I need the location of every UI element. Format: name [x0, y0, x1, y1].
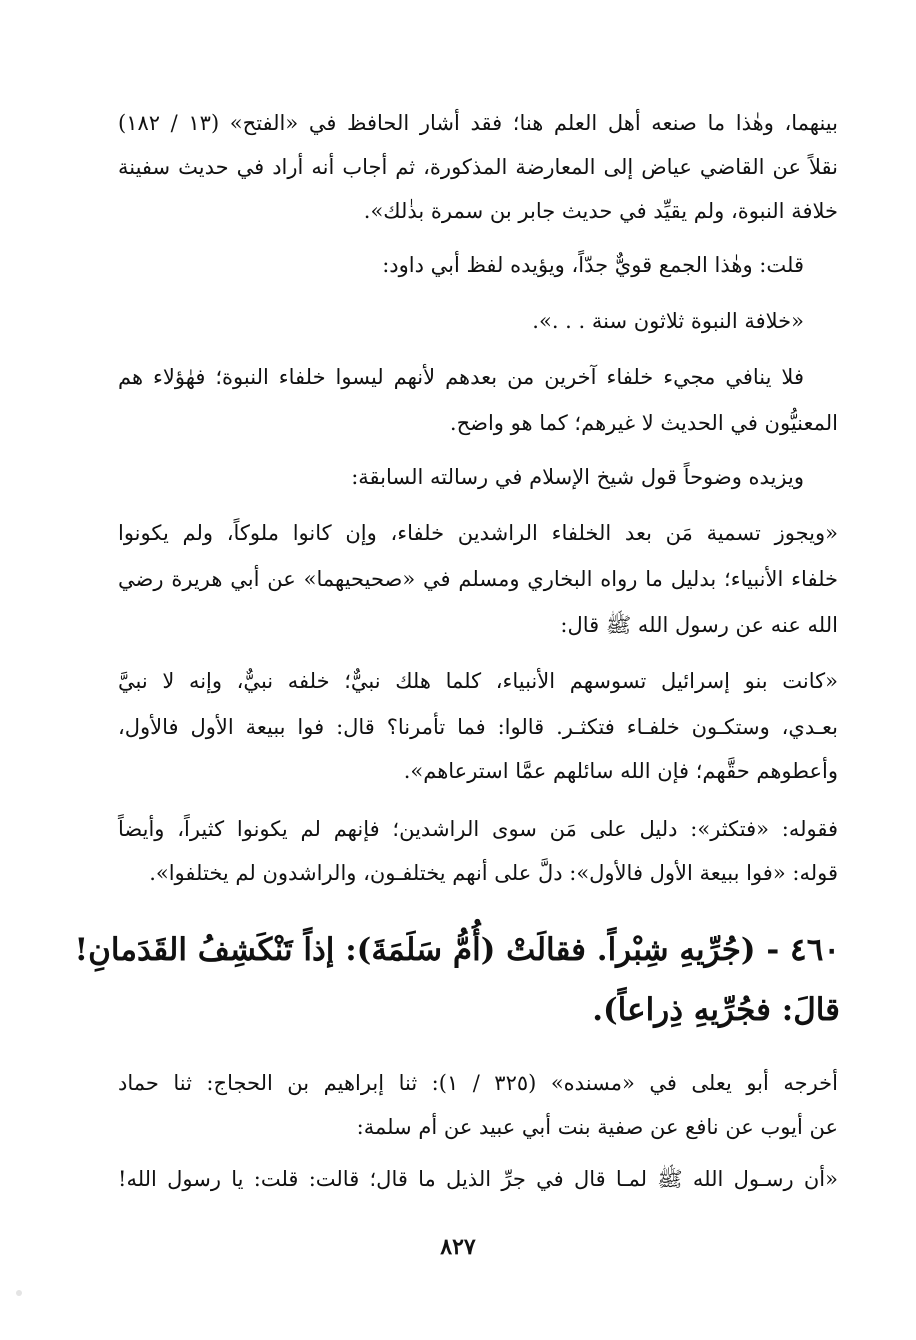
quoted-text-line: «خلافة النبوة ثلاثون سنة . . .».: [532, 309, 804, 333]
body-text-line: خلافة النبوة، ولم يقيِّد في حديث جابر بن سمرة بذٰلك».: [363, 199, 838, 223]
body-text-line: فلا ينافي مجيء خلفاء آخرين من بعدهم لأنهم ليسوا خلفاء النبوة؛ فهٰؤلاء هم: [118, 365, 804, 389]
takhrij-text-line: عن أيوب عن نافع عن صفية بنت أبي عبيد عن أم سلمة:: [356, 1115, 838, 1139]
hadith-text-line: بعـدي، وستكـون خلفـاء فتكثـر. قالوا: فما تأمرنا؟ قال: فوا ببيعة الأول فالأول،: [118, 715, 838, 739]
body-text-line: قلت: وهٰذا الجمع قويٌّ جدّاً، ويؤيده لفظ أبي داود:: [382, 253, 804, 277]
hadith-text-line: وأعطوهم حقَّهم؛ فإن الله سائلهم عمَّا استرعاهم».: [403, 759, 838, 783]
quoted-text-line: خلفاء الأنبياء؛ بدليل ما رواه البخاري ومسلم في «صحيحيهما» عن أبي هريرة رضي: [118, 567, 838, 591]
takhrij-text-line: أخرجه أبو يعلى في «مسنده» (٣٢٥ / ١): ثنا إبراهيم بن الحجاج: ثنا حماد: [118, 1071, 838, 1095]
hadith-text-line: «كانت بنو إسرائيل تسوسهم الأنبياء، كلما هلك نبيٌّ؛ خلفه نبيٌّ، وإنه لا نبيَّ: [118, 669, 838, 693]
hadith-heading-line-2: قالَ: فجُرِّيهِ ذِراعاً).: [592, 992, 840, 1028]
body-text-line: نقلاً عن القاضي عياض إلى المعارضة المذكورة، ثم أجاب أنه أراد في حديث سفينة: [118, 155, 838, 179]
quoted-text-line: الله عنه عن رسول الله ﷺ قال:: [560, 613, 838, 637]
hadith-heading-line-1: ٤٦٠ - (جُرِّيهِ شِبْراً. فقالَتْ (أُمُّ سَلَمَةَ): إذاً تَنْكَشِفُ القَدَمانِ!: [74, 932, 840, 968]
body-text-line: ويزيده وضوحاً قول شيخ الإسلام في رسالته السابقة:: [351, 465, 804, 489]
quoted-text-line: «ويجوز تسمية مَن بعد الخلفاء الراشدين خلفاء، وإن كانوا ملوكاً، ولم يكونوا: [118, 521, 838, 545]
page-number: ٨٢٧: [440, 1234, 476, 1260]
body-text-line: فقوله: «فتكثر»: دليل على مَن سوى الراشدين؛ فإنهم لم يكونوا كثيراً، وأيضاً: [118, 817, 838, 841]
quoted-text-line: «أن رسـول الله ﷺ لمـا قال في جرِّ الذيل ما قال؛ قالت: قلت: يا رسول الله!: [118, 1167, 838, 1191]
scan-speck: [16, 1290, 22, 1296]
body-text-line: بينهما، وهٰذا ما صنعه أهل العلم هنا؛ فقد أشار الحافظ في «الفتح» (١٣ / ١٨٢): [118, 111, 838, 135]
body-text-line: قوله: «فوا ببيعة الأول فالأول»: دلَّ على أنهم يختلفـون، والراشدون لم يختلفوا».: [149, 861, 838, 885]
body-text-line: المعنيُّون في الحديث لا غيرهم؛ كما هو واضح.: [449, 411, 838, 435]
